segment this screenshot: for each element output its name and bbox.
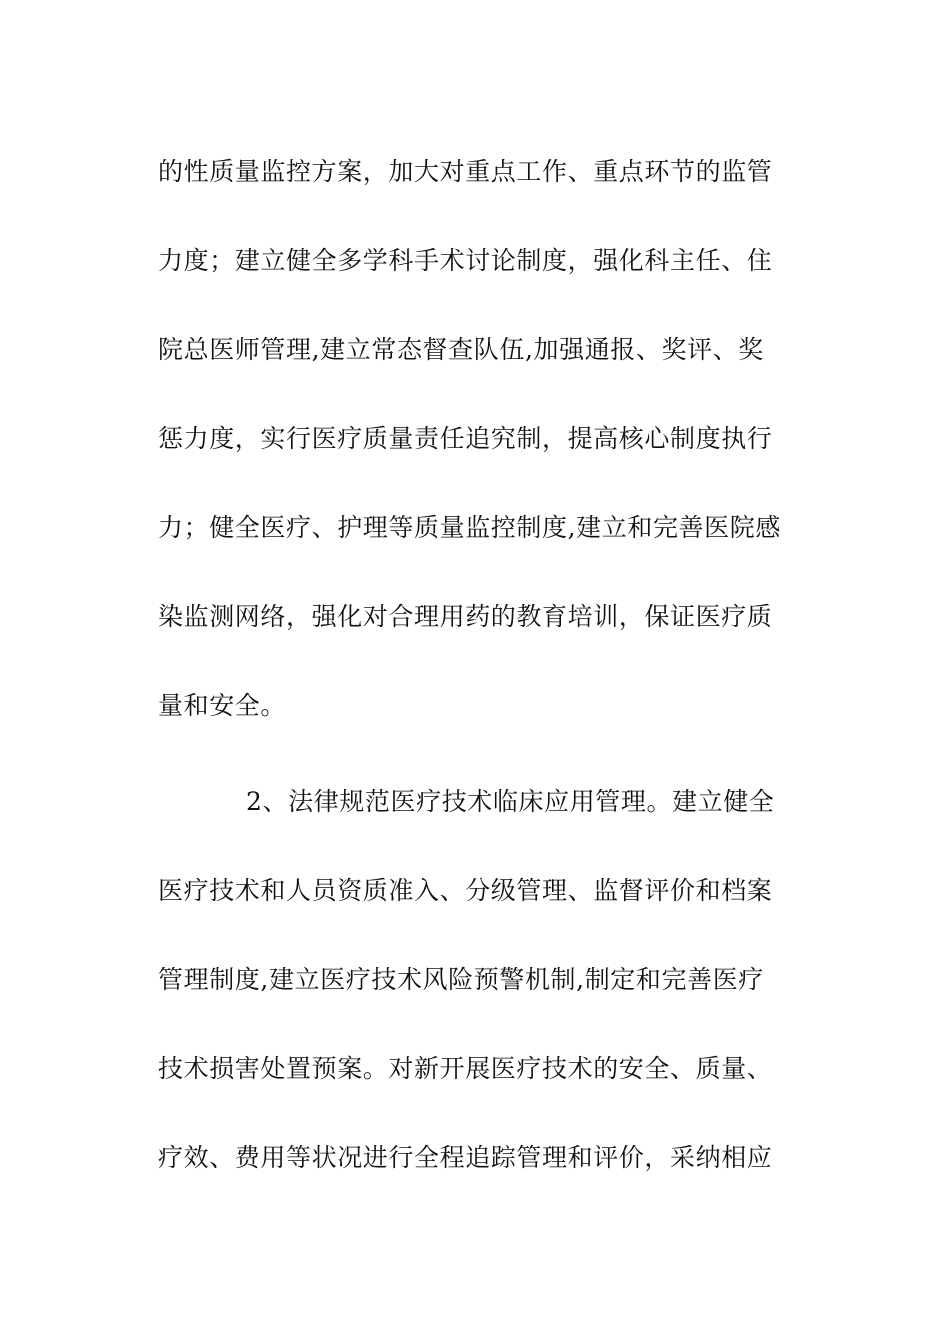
text-line: 力；健全医疗、护理等质量监控制度,建立和完善医院感: [158, 513, 781, 542]
text-line: 院总医师管理,建立常态督查队伍,加强通报、奖评、奖: [158, 335, 764, 364]
text-line: 的性质量监控方案，加大对重点工作、重点环节的监管: [158, 157, 773, 186]
text-line: 医疗技术和人员资质准入、分级管理、监督评价和档案: [158, 876, 773, 905]
text-line: 2、法律规范医疗技术临床应用管理。建立健全: [246, 787, 775, 816]
text-line: 疗效、费用等状况进行全程追踪管理和评价，采纳相应: [158, 1143, 773, 1172]
text-line: 染监测网络，强化对合理用药的教育培训，保证医疗质: [158, 602, 773, 631]
text-line: 管理制度,建立医疗技术风险预警机制,制定和完善医疗: [158, 965, 764, 994]
text-line: 量和安全。: [158, 691, 287, 720]
text-line: 惩力度，实行医疗质量责任追究制，提高核心制度执行: [158, 424, 773, 453]
text-line: 力度；建立健全多学科手术讨论制度，强化科主任、住: [158, 246, 773, 275]
text-line: 技术损害处置预案。对新开展医疗技术的安全、质量、: [158, 1054, 773, 1083]
